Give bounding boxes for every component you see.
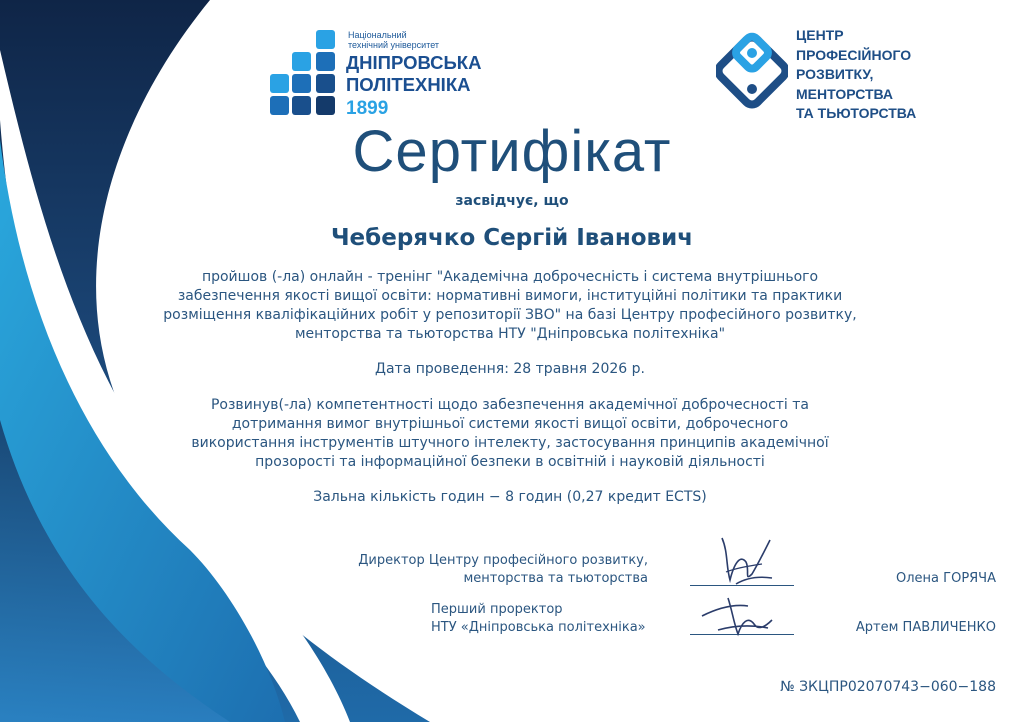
university-name: ДНІПРОВСЬКА ПОЛІТЕХНІКА: [346, 52, 482, 95]
university-logo: [268, 28, 508, 123]
certificate-title: Сертифікат: [352, 119, 672, 184]
signatory-role-director: Директор Центру професійного розвитку, менторства та тьюторства: [358, 553, 648, 586]
training-description: пройшов (-ла) онлайн - тренінг "Академічна доброчесність і система внутрішнього забезпечення якості вищої освіти: нормативні вимоги, інституційні політики та практики розміщення кваліфікаційних робіт у репозиторії ЗВО" на базі Центру професійного розвитку, менторства та тьюторства НТУ "Дніпровська політехніка": [163, 269, 857, 342]
recipient-name: Чеберячко Сергій Іванович: [330, 225, 694, 251]
signature-director: [706, 534, 776, 592]
signature-vice-rector: [698, 594, 778, 642]
training-date: Дата проведення: 28 травня 2026 р.: [375, 361, 645, 377]
center-logo-mark: [716, 26, 788, 116]
total-hours: Зальна кількість годин − 8 годин (0,27 кредит ECTS): [313, 489, 707, 505]
university-logo-mark: [268, 28, 344, 123]
university-subtitle: Національний технічний університет: [348, 30, 440, 50]
center-logo: [716, 26, 956, 121]
certificate-number: № ЗКЦПР02070743−060−188: [780, 679, 996, 695]
signatory-name-vice-rector: Артем ПАВЛИЧЕНКО: [855, 620, 996, 635]
university-year: 1899: [346, 98, 389, 119]
certifies-text: засвідчує, що: [455, 193, 569, 209]
center-name: ЦЕНТР ПРОФЕСІЙНОГО РОЗВИТКУ, МЕНТОРСТВА ТА ТЬЮТОРСТВА: [796, 27, 917, 121]
competence-description: Розвинув(-ла) компетентності щодо забезпечення академічної доброчесності та дотримання вимог внутрішньої системи якості вищої освіти, доброчесного використання інструментів штучного інтелекту, застосування принципів академічної прозорості та інформаційної безпеки в освітній і науковій діяльності: [191, 397, 829, 470]
signatory-name-director: Олена ГОРЯЧА: [896, 571, 996, 586]
signatory-role-vice-rector: Перший проректор НТУ «Дніпровська політехніка»: [431, 602, 646, 635]
